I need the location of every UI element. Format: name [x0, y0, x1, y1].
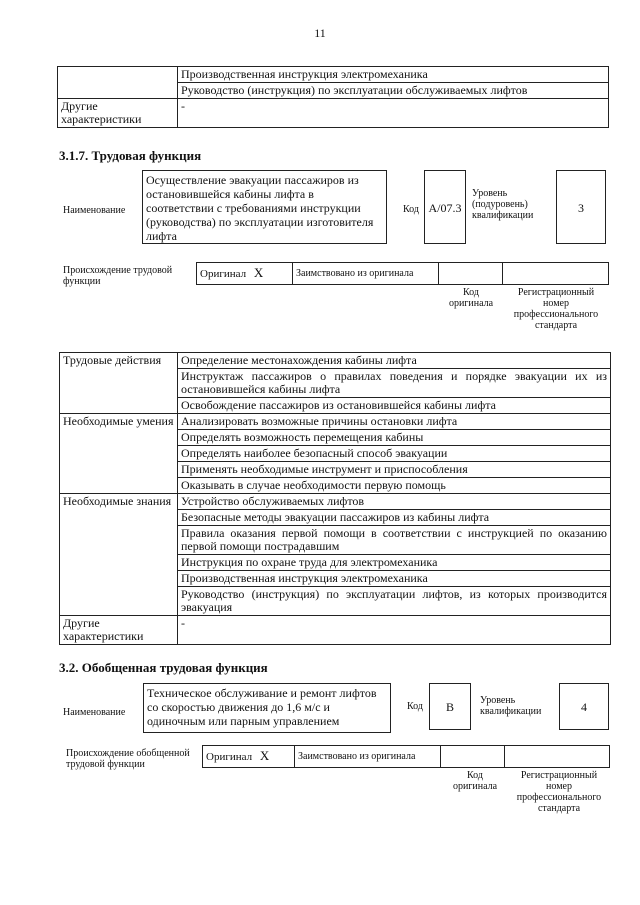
reg-number-caption: Регистрационный номер профессионального стандарта: [513, 287, 599, 331]
group-label: Другие характеристики: [60, 616, 178, 645]
level-value-32: 4: [581, 700, 587, 714]
origin-label-32: Происхождение обобщенной трудовой функции: [66, 748, 190, 770]
group-label: Необходимые умения: [60, 414, 178, 494]
top-table-label-empty: [58, 67, 178, 99]
origin-label: Происхождение трудовой функции: [63, 265, 173, 287]
group-item: -: [178, 616, 611, 645]
code-box: [424, 170, 466, 244]
group-item: Определять наиболее безопасный способ эвакуации: [178, 446, 611, 462]
origin-code-caption-32: Код оригинала: [452, 770, 498, 792]
reg-number-caption-32: Регистрационный номер профессионального стандарта: [516, 770, 602, 814]
original-mark: X: [253, 265, 264, 280]
group-item: Освобождение пассажиров из остановившейся кабины лифта: [178, 398, 611, 414]
group-item: Определение местонахождения кабины лифта: [178, 353, 611, 369]
top-table: [57, 66, 609, 128]
name-label-32: Наименование: [63, 707, 126, 718]
group-label: Трудовые действия: [60, 353, 178, 414]
level-label: Уровень (подуровень) квалификации: [472, 188, 534, 221]
level-value: 3: [578, 201, 584, 215]
group-item: Оказывать в случае необходимости первую помощь: [178, 478, 611, 494]
origin-table: [196, 262, 609, 285]
code-label-32: Код: [407, 701, 423, 712]
generalized-function-name: Техническое обслуживание и ремонт лифтов со скоростью движения до 1,6 м/с и одиночным или парным управлением: [147, 686, 377, 728]
name-label: Наименование: [63, 205, 126, 216]
level-label-32: Уровень квалификации: [480, 695, 542, 717]
reg-number-cell-32: [505, 746, 610, 768]
origin-code-cell-32: [441, 746, 505, 768]
code-value: A/07.3: [428, 201, 462, 215]
section-heading-32: 3.2. Обобщенная трудовая функция: [59, 660, 268, 675]
original-mark-32: X: [259, 748, 270, 763]
group-item: Руководство (инструкция) по эксплуатации лифтов, из которых производится эвакуация: [178, 587, 611, 616]
original-cell-32: [203, 746, 295, 768]
code-value-32: B: [445, 700, 454, 714]
level-box-32: [559, 683, 609, 730]
page-number: 11: [314, 26, 326, 40]
origin-table-32: [202, 745, 610, 768]
group-item: Устройство обслуживаемых лифтов: [178, 494, 611, 510]
code-label: Код: [403, 204, 419, 215]
original-label: Оригинал: [200, 268, 247, 280]
borrowed-label: Заимствовано из оригинала: [293, 263, 439, 285]
group-item: Инструкция по охране труда для электромеханика: [178, 555, 611, 571]
origin-code-caption: Код оригинала: [448, 287, 494, 309]
borrowed-label-32: Заимствовано из оригинала: [295, 746, 441, 768]
group-item: Производственная инструкция электромеханика: [178, 571, 611, 587]
group-item: Применять необходимые инструмент и приспособления: [178, 462, 611, 478]
group-label: Необходимые знания: [60, 494, 178, 616]
generalized-function-name-box: [143, 683, 391, 733]
group-item: Анализировать возможные причины остановки лифта: [178, 414, 611, 430]
top-table-item: -: [178, 99, 609, 128]
top-table-item: Производственная инструкция электромеханика: [178, 67, 609, 83]
function-name: Осуществление эвакуации пассажиров из остановившейся кабины лифта в соответствии с требованиями инструкции (руководства) по эксплуатации изготовителя лифта: [146, 173, 374, 243]
functions-table: [59, 352, 611, 645]
reg-number-cell: [503, 263, 609, 285]
origin-code-cell: [439, 263, 503, 285]
function-name-box: [142, 170, 387, 244]
group-item: Определять возможность перемещения кабины: [178, 430, 611, 446]
group-item: Безопасные методы эвакуации пассажиров из кабины лифта: [178, 510, 611, 526]
group-item: Инструктаж пассажиров о правилах поведения и порядке эвакуации их из остановившейся кабины лифта: [178, 369, 611, 398]
top-table-label: Другие характеристики: [58, 99, 178, 128]
code-box-32: [429, 683, 471, 730]
top-table-item: Руководство (инструкция) по эксплуатации обслуживаемых лифтов: [178, 83, 609, 99]
level-box: [556, 170, 606, 244]
original-label-32: Оригинал: [206, 751, 253, 763]
section-heading-317: 3.1.7. Трудовая функция: [59, 148, 202, 163]
original-cell: [197, 263, 293, 285]
group-item: Правила оказания первой помощи в соответствии с инструкцией по оказанию первой помощи пострадавшим: [178, 526, 611, 555]
